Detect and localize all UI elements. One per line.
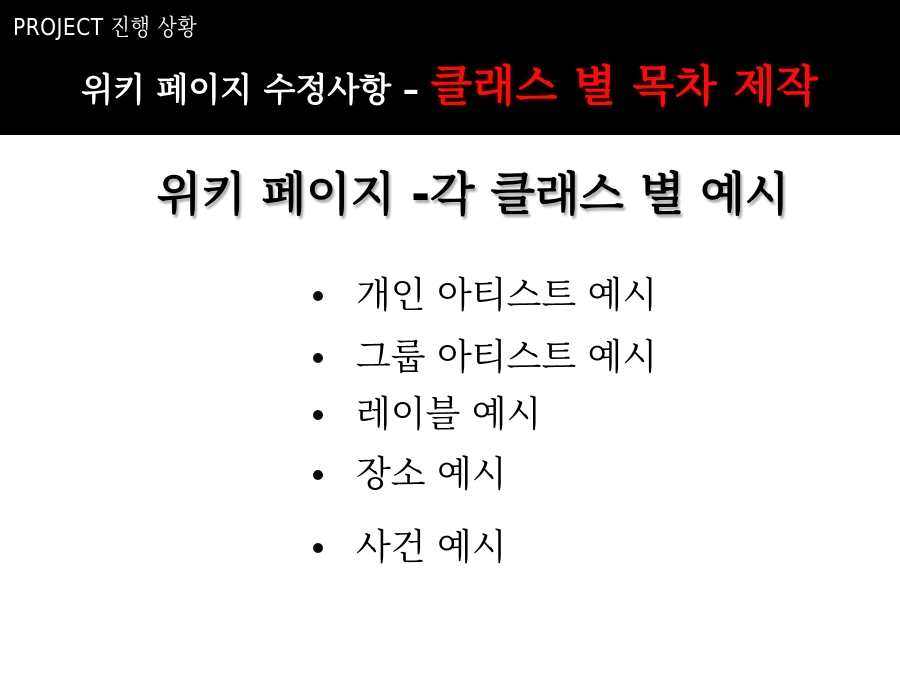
bullet-text: 사건 예시 — [356, 527, 507, 569]
slide-title-highlight: 클래스 별 목차 제작 — [430, 62, 819, 112]
list-item — [0, 527, 900, 569]
slide-body — [0, 135, 900, 675]
body-subtitle: 위키 페이지 -각 클래스 별 예시 — [156, 167, 790, 221]
list-item — [0, 454, 900, 496]
bullet-dot — [313, 470, 323, 480]
bullet-text: 장소 예시 — [356, 454, 507, 496]
slide-title — [0, 62, 900, 112]
bullet-text: 레이블 예시 — [356, 394, 542, 436]
bullet-text: 개인 아티스트 예시 — [356, 275, 658, 317]
slide-title-plain: 위키 페이지 수정사항 – — [81, 70, 431, 109]
list-item — [0, 275, 900, 317]
slide-header-band — [0, 0, 900, 135]
list-item — [0, 394, 900, 436]
bullet-dot — [313, 353, 323, 363]
bullet-list — [0, 275, 900, 569]
bullet-dot — [313, 410, 323, 420]
slide-kicker: PROJECT 진행 상황 — [13, 15, 198, 41]
bullet-dot — [313, 291, 323, 301]
bullet-text: 그룹 아티스트 예시 — [356, 337, 658, 379]
list-item — [0, 337, 900, 379]
bullet-dot — [313, 543, 323, 553]
